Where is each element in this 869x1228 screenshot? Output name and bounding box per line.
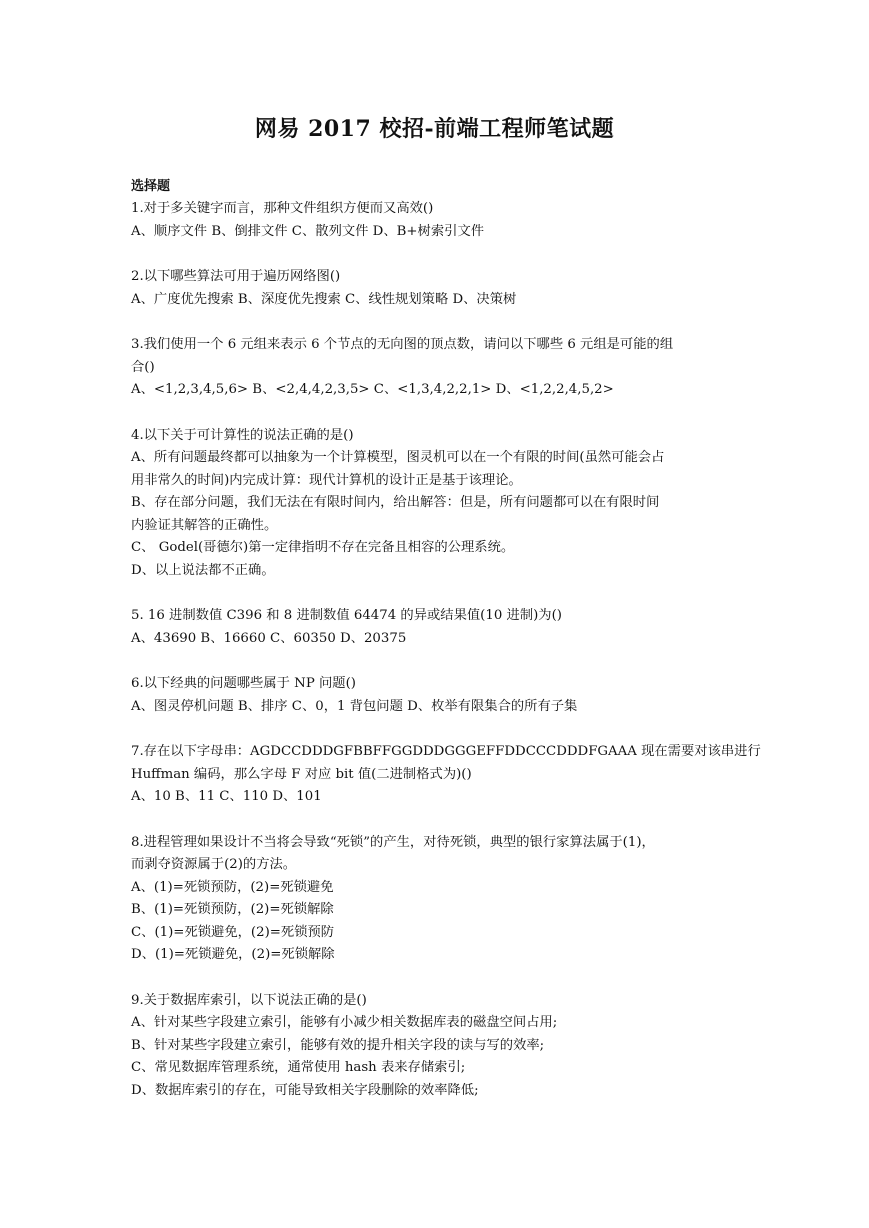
question-text-line: C、常见数据库管理系统，通常使用 hash 表来存储索引; (131, 1060, 466, 1075)
question-text-line: 合() (131, 359, 155, 375)
question-text-line: A、(1)=死锁预防，(2)=死锁避免 (131, 879, 334, 895)
section-heading: 选择题 (131, 179, 171, 194)
question-stem: 8.进程管理如果设计不当将会导致“死锁”的产生，对待死锁，典型的银行家算法属于(1)， (131, 834, 655, 850)
document-title: 网易 2017 校招-前端工程师笔试题 (254, 116, 615, 142)
question-2 (131, 266, 743, 311)
question-4 (131, 425, 743, 583)
question-text-line: 而剥夺资源属于(2)的方法。 (131, 857, 297, 872)
question-5 (131, 605, 743, 650)
question-text-line: B、针对某些字段建立索引，能够有效的提升相关字段的读与写的效率; (131, 1037, 545, 1053)
question-text-line: A、图灵停机问题 B、排序 C、0，1 背包问题 D、枚举有限集合的所有子集 (131, 698, 578, 714)
question-text-line: A、43690 B、16660 C、60350 D、20375 (131, 630, 407, 646)
question-text-line: A、针对某些字段建立索引，能够有小减少相关数据库表的磁盘空间占用; (131, 1015, 558, 1030)
question-text-line: B、存在部分问题，我们无法在有限时间内，给出解答：但是，所有问题都可以在有限时间 (131, 495, 660, 510)
question-8 (131, 832, 743, 967)
question-6 (131, 673, 743, 718)
question-9 (131, 990, 743, 1103)
question-text-line: A、<1,2,3,4,5,6> B、<2,4,4,2,3,5> C、<1,3,4,2,2,1> D、<1,2,2,4,5,2> (131, 382, 614, 397)
question-list (131, 198, 761, 1102)
question-text-line: A、所有问题最终都可以抽象为一个计算模型，图灵机可以在一个有限的时间(虽然可能会占 (131, 450, 665, 465)
question-text-line: D、以上说法都不正确。 (131, 562, 275, 578)
question-text-line: C、 Godel(哥德尔)第一定律指明不存在完备且相容的公理系统。 (131, 540, 515, 555)
question-stem: 1.对于多关键字而言，那种文件组织方便而又高效() (131, 201, 434, 216)
question-text-line: D、(1)=死锁避免，(2)=死锁解除 (131, 947, 335, 962)
question-stem: 2.以下哪些算法可用于遍历网络图() (131, 269, 341, 284)
question-stem: 5. 16 进制数值 C396 和 8 进制数值 64474 的异或结果值(10 进制)为() (131, 608, 562, 623)
question-text-line: 用非常久的时间)内完成计算：现代计算机的设计正是基于该理论。 (131, 472, 522, 488)
question-7 (131, 741, 761, 809)
question-stem: 9.关于数据库索引，以下说法正确的是() (131, 992, 367, 1008)
question-text-line: C、(1)=死锁避免，(2)=死锁预防 (131, 924, 335, 940)
document-body (131, 176, 761, 1125)
question-3 (131, 334, 743, 402)
question-text-line: Huffman 编码，那么字母 F 对应 bit 值(二进制格式为)() (131, 766, 472, 782)
question-stem: 6.以下经典的问题哪些属于 NP 问题() (131, 676, 356, 691)
question-text-line: B、(1)=死锁预防，(2)=死锁解除 (131, 902, 334, 917)
question-text-line: A、顺序文件 B、倒排文件 C、散列文件 D、B+树索引文件 (131, 223, 485, 239)
question-stem: 7.存在以下字母串：AGDCCDDDGFBBFFGGDDDGGGEFFDDCCCDDDFGAAA 现在需要对该串进行 (131, 744, 761, 759)
question-text-line: 内验证其解答的正确性。 (131, 517, 278, 533)
question-stem: 3.我们使用一个 6 元组来表示 6 个节点的无向图的顶点数，请问以下哪些 6 元组是可能的组 (131, 337, 674, 352)
question-text-line: D、数据库索引的存在，可能导致相关字段删除的效率降低; (131, 1082, 479, 1098)
question-stem: 4.以下关于可计算性的说法正确的是() (131, 427, 354, 443)
question-text-line: A、广度优先搜索 B、深度优先搜索 C、线性规划策略 D、决策树 (131, 291, 517, 307)
question-text-line: A、10 B、11 C、110 D、101 (131, 789, 322, 804)
question-1 (131, 198, 743, 243)
